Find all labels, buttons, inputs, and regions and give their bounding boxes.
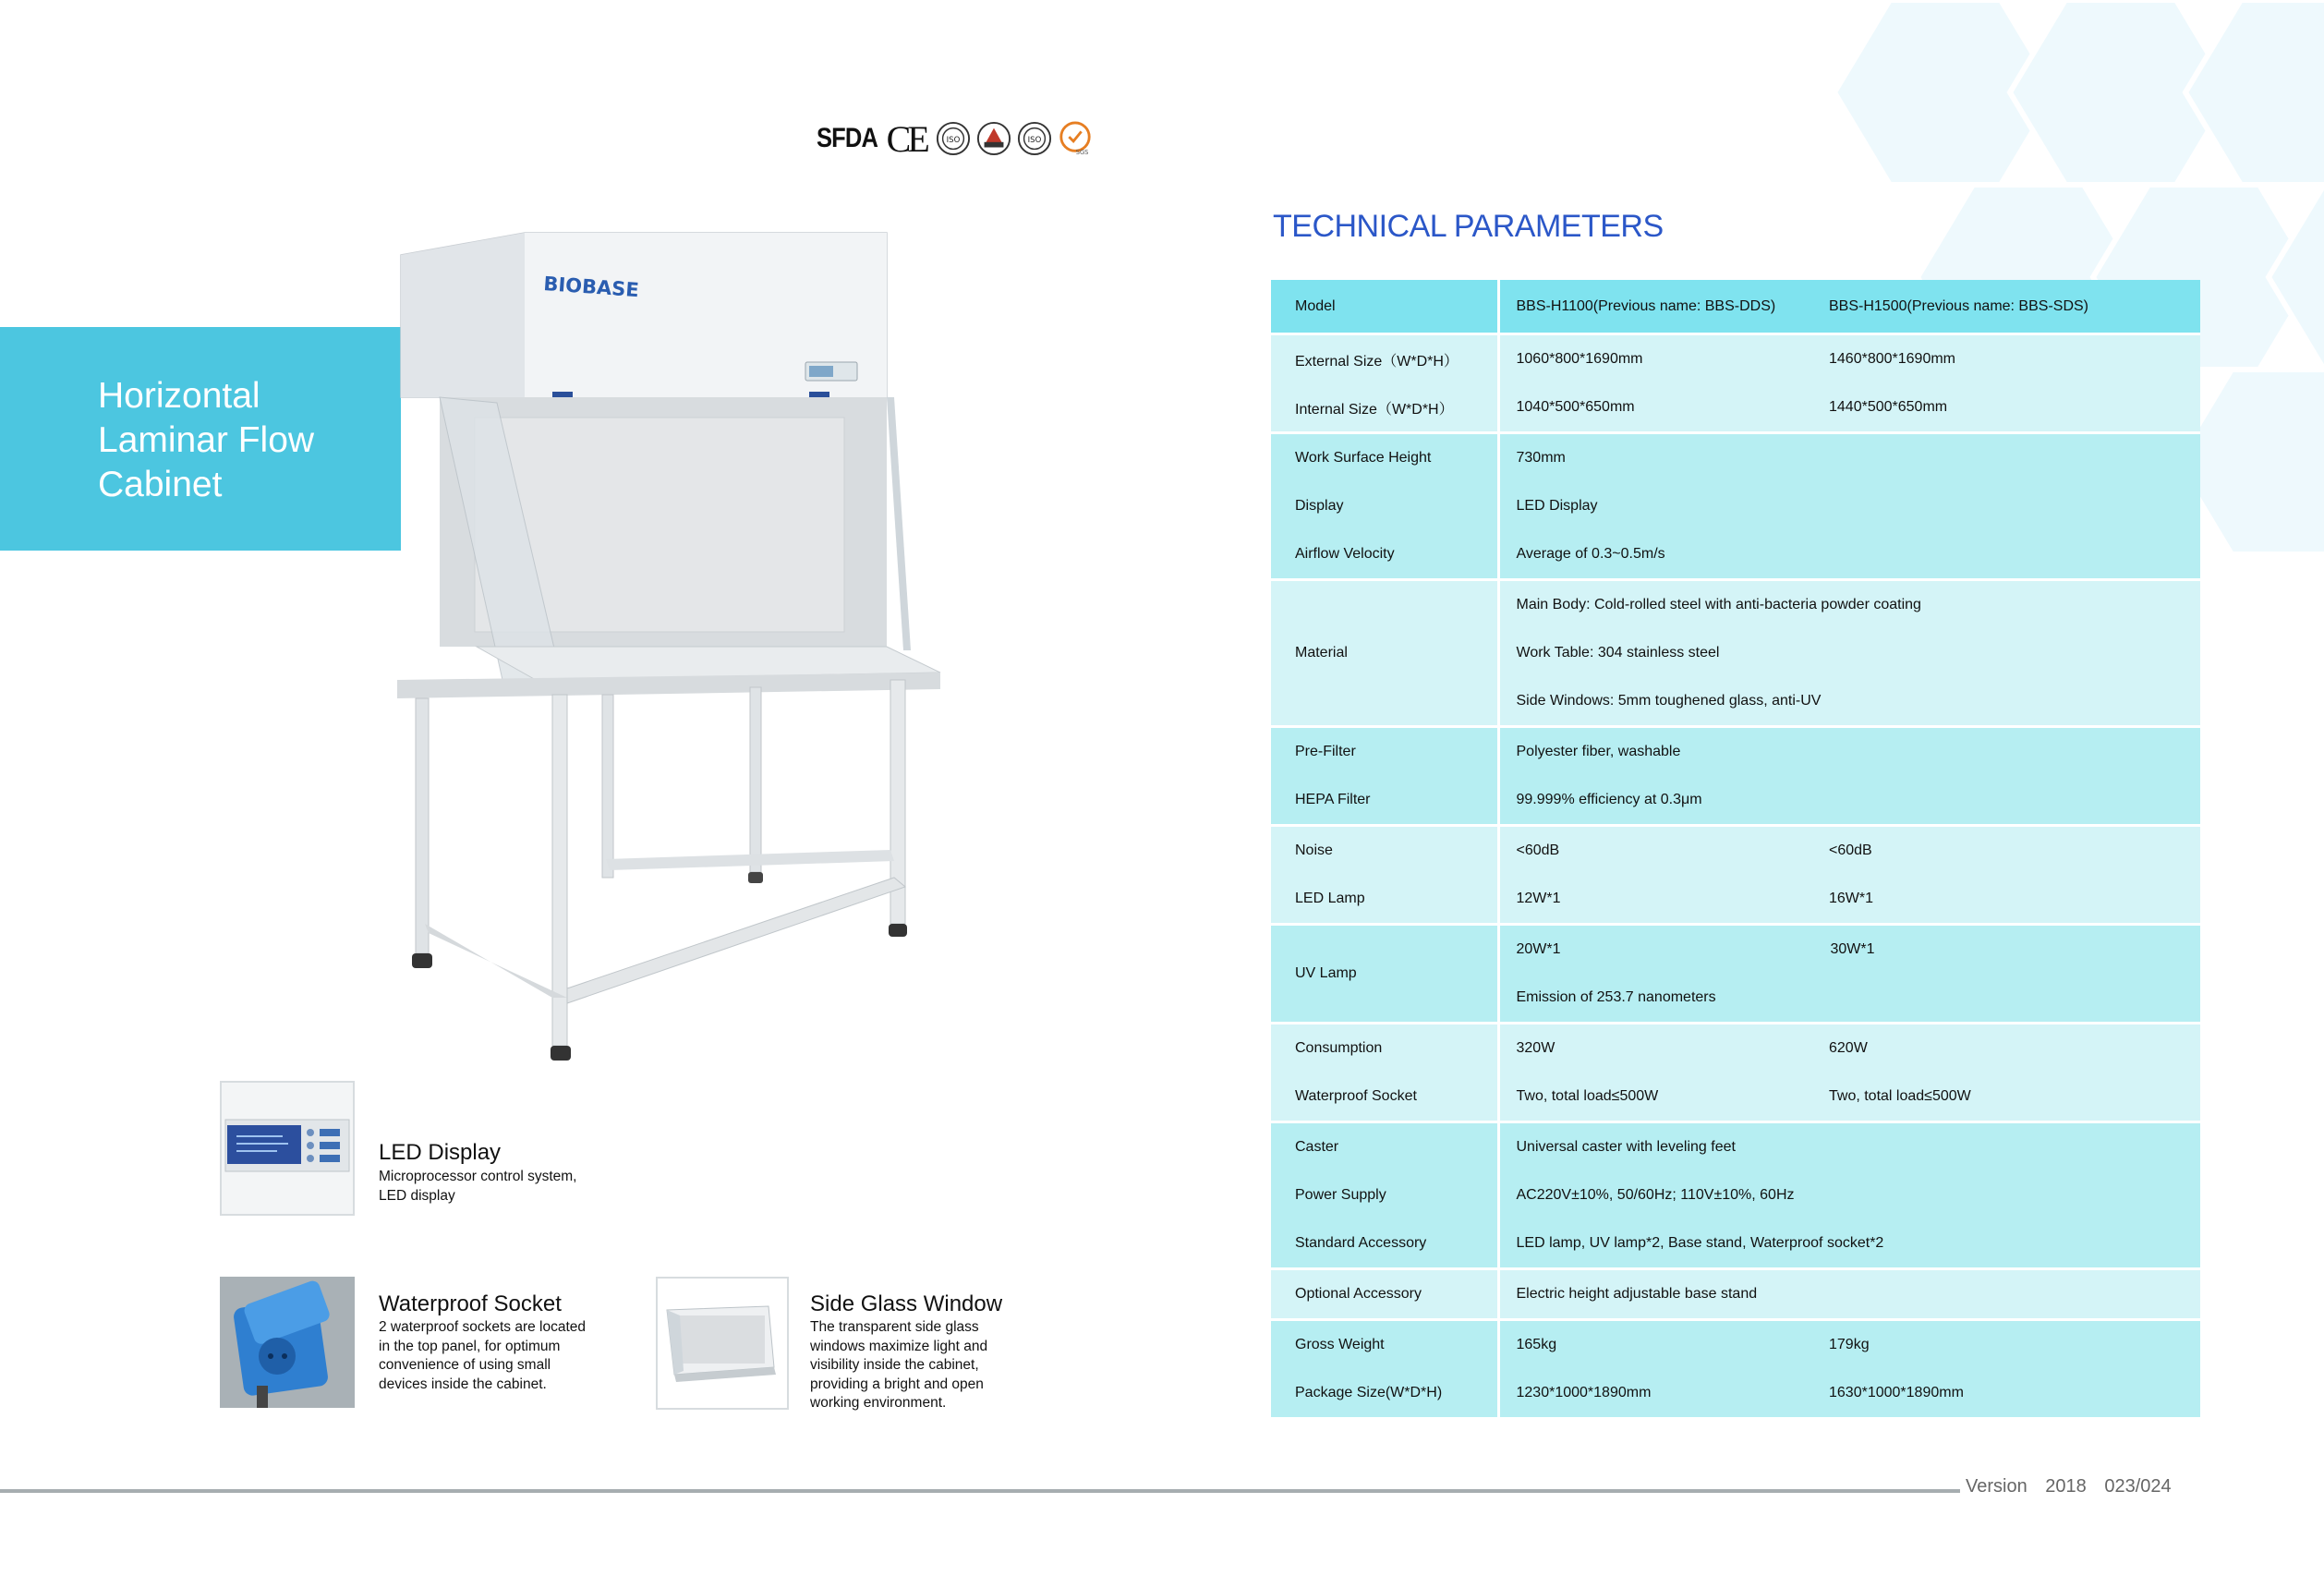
ce-mark: CE xyxy=(886,117,926,160)
iso-14001-seal-icon xyxy=(976,121,1011,156)
sgs-seal-icon xyxy=(1058,121,1093,156)
version-label: Version 2018 xyxy=(1966,1476,2087,1497)
iso-9001-seal-icon xyxy=(936,121,971,156)
technical-parameters-table xyxy=(1271,280,2200,1420)
feature-title-waterproof-socket: Waterproof Socket xyxy=(379,1291,562,1316)
product-title-line: Horizontal xyxy=(98,376,260,416)
brand-logo: BIOBASE xyxy=(542,273,640,302)
table-row: UV Lamp 20W*1 30W*1 Emission of 253.7 nanometers xyxy=(1271,925,2200,1024)
iso-13485-seal-icon xyxy=(1017,121,1052,156)
feature-description-side-glass-window: The transparent side glass windows maximize light and visibility inside the cabinet, providing a bright and open working environment. xyxy=(810,1319,988,1411)
table-row: External Size（W*D*H） Internal Size（W*D*H） 1060*800*1690mm 1040*500*650mm 1460*800*1690mm 1440*500*650mm xyxy=(1271,334,2200,433)
table-row: Noise LED Lamp <60dB 12W*1 <60dB 16W*1 xyxy=(1271,826,2200,925)
page-number: 023/024 xyxy=(2104,1476,2172,1497)
feature-title-side-glass-window: Side Glass Window xyxy=(810,1291,1003,1316)
sfda-logo: SFDA xyxy=(817,123,878,153)
table-row: Pre-Filter HEPA Filter Polyester fiber, washable 99.999% efficiency at 0.3μm xyxy=(1271,727,2200,826)
footer-rule xyxy=(0,1489,1960,1493)
table-row: Consumption Waterproof Socket 320W Two, total load≤500W 620W Two, total load≤500W xyxy=(1271,1024,2200,1122)
svg-text:SGS: SGS xyxy=(1075,149,1089,156)
table-header-row xyxy=(1271,280,2200,334)
product-title xyxy=(98,374,393,507)
side-glass-window-thumbnail xyxy=(656,1277,789,1410)
table-row: Gross Weight Package Size(W*D*H) 165kg 1230*1000*1890mm 179kg 1630*1000*1890mm xyxy=(1271,1320,2200,1419)
waterproof-socket-thumbnail xyxy=(220,1277,355,1408)
feature-title-led-display: LED Display xyxy=(379,1140,502,1165)
model-label: Model xyxy=(1271,280,1498,334)
product-title-line: Cabinet xyxy=(98,465,223,504)
led-panel-icon xyxy=(222,1083,353,1214)
svg-text:ISO: ISO xyxy=(946,135,961,145)
footer-text xyxy=(1966,1476,2172,1497)
svg-text:ISO: ISO xyxy=(1027,135,1042,145)
feature-description-waterproof-socket: 2 waterproof sockets are located in the top panel, for optimum convenience of using small devices inside the cabinet. xyxy=(379,1319,587,1392)
table-row: Optional Accessory Electric height adjustable base stand xyxy=(1271,1269,2200,1320)
table-row: Material Main Body: Cold-rolled steel with anti-bacteria powder coating Work Table: 304 stainless steel Side Windows: 5mm toughened glass, anti-UV xyxy=(1271,580,2200,727)
glass-window-icon xyxy=(658,1279,787,1408)
feature-description-led-display: Microprocessor control system, LED display xyxy=(379,1169,577,1204)
technical-parameters-heading: TECHNICAL PARAMETERS xyxy=(1273,209,1664,244)
table-row: Work Surface Height Display Airflow Velocity 730mm LED Display Average of 0.3~0.5m/s xyxy=(1271,433,2200,580)
product-title-line: Laminar Flow xyxy=(98,420,315,460)
socket-icon xyxy=(220,1277,355,1408)
led-display-thumbnail xyxy=(220,1081,355,1216)
table-row: Caster Power Supply Standard Accessory Universal caster with leveling feet AC220V±10%, 50/60Hz; 110V±10%, 60Hz LED lamp, UV lamp*2, Base stand, Waterproof socket*2 xyxy=(1271,1122,2200,1269)
certification-logos xyxy=(817,116,1093,161)
model-h1500: BBS-H1500(Previous name: BBS-SDS) xyxy=(1812,280,2200,334)
laminar-flow-cabinet-image xyxy=(388,222,961,1072)
model-h1100: BBS-H1100(Previous name: BBS-DDS) xyxy=(1498,280,1812,334)
